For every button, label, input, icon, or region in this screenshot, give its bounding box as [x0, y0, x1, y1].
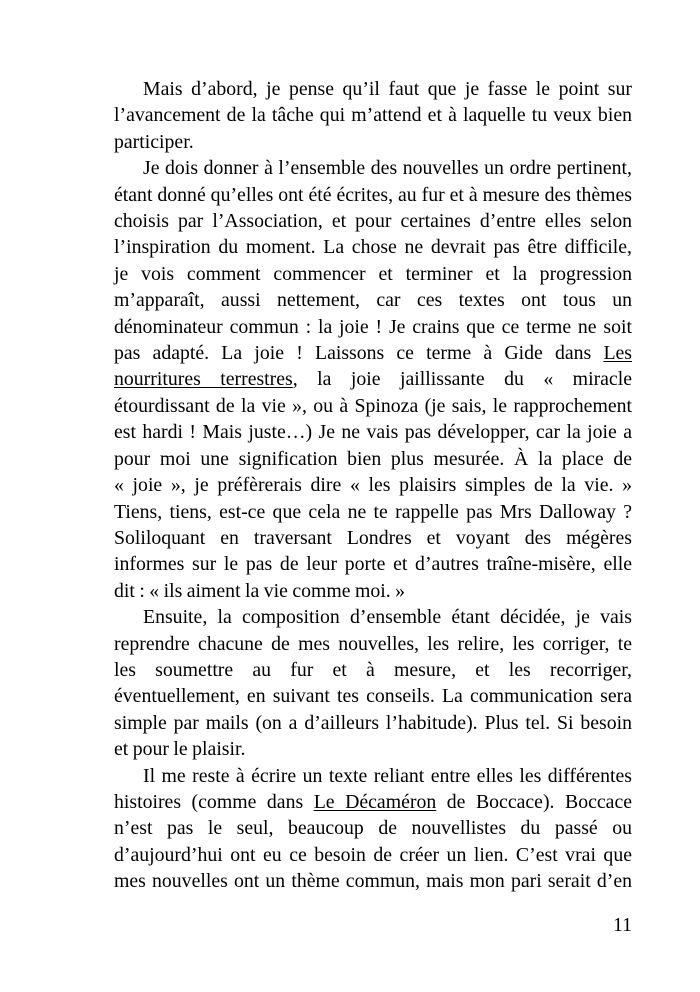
text-line	[114, 472, 632, 498]
text-segment: l’inspiration du moment. La chose ne devrait pas être difficile,	[114, 236, 632, 259]
page-number: 11	[612, 914, 632, 936]
text-line	[114, 604, 632, 630]
text-segment: mes nouvelles ont un thème commun, mais mon pari serait d’en	[114, 870, 632, 893]
text-segment: Je dois donner à l’ensemble des nouvelles un ordre pertinent,	[143, 157, 632, 180]
text-segment: pour moi une signification bien plus mesurée. À la place de	[114, 447, 632, 470]
text-line	[114, 129, 632, 155]
text-segment: l’avancement de la tâche qui m’attend et à laquelle tu veux bien	[114, 104, 632, 127]
underlined-book-title: Le Décaméron	[313, 790, 437, 813]
text-segment: étant donné qu’elles ont été écrites, au fur et à mesure des thèmes	[114, 183, 632, 206]
text-line	[114, 551, 632, 577]
text-line	[114, 155, 632, 181]
text-line	[114, 842, 632, 868]
text-line	[114, 631, 632, 657]
page-text	[114, 76, 632, 895]
paragraph	[114, 604, 632, 762]
text-line	[114, 578, 632, 604]
text-segment: m’apparaît, aussi nettement, car ces textes ont tous un	[114, 289, 632, 312]
text-segment: je vois comment commencer et terminer et la progression	[114, 262, 632, 285]
text-segment: participer.	[114, 130, 194, 153]
text-line	[114, 76, 632, 102]
text-line	[114, 683, 632, 709]
paragraph	[114, 76, 632, 155]
text-line	[114, 182, 632, 208]
text-segment: Mais d’abord, je pense qu’il faut que je fasse le point sur	[143, 78, 632, 100]
text-line	[114, 789, 632, 815]
text-segment: éventuellement, en suivant tes conseils. La communication sera	[114, 685, 632, 708]
text-segment: , la joie jaillissante du « miracle	[292, 368, 632, 391]
text-line	[114, 234, 632, 260]
text-line	[114, 868, 632, 894]
text-segment: « joie », je préfèrerais dire « les plaisirs simples de la vie. »	[114, 474, 632, 497]
text-line	[114, 314, 632, 340]
text-line	[114, 815, 632, 841]
text-segment: choisis par l’Association, et pour certaines d’entre elles selon	[114, 210, 632, 233]
text-segment: dit : « ils aiment la vie comme moi. »	[114, 579, 406, 602]
text-line	[114, 287, 632, 313]
text-segment: et pour le plaisir.	[114, 738, 246, 761]
text-line	[114, 366, 632, 392]
text-line	[114, 736, 632, 762]
text-segment: reprendre chacune de mes nouvelles, les relire, les corriger, te	[114, 632, 632, 655]
text-line	[114, 657, 632, 683]
text-segment: pas adapté. La joie ! Laissons ce terme à Gide dans	[114, 342, 604, 365]
text-segment: d’aujourd’hui ont eu ce besoin de créer un lien. C’est vrai que	[114, 843, 632, 866]
text-segment: Il me reste à écrire un texte reliant entre elles les différentes	[143, 764, 632, 787]
text-line	[114, 102, 632, 128]
text-segment: informes sur le pas de leur porte et d’autres traîne-misère, elle	[114, 553, 632, 576]
underlined-book-title: Les	[603, 342, 632, 365]
text-segment: Tiens, tiens, est-ce que cela ne te rappelle pas Mrs Dalloway ?	[114, 500, 632, 523]
text-line	[114, 763, 632, 789]
underlined-book-title: nourritures terrestres	[114, 368, 293, 391]
text-line	[114, 340, 632, 366]
paragraph	[114, 763, 632, 895]
text-line	[114, 710, 632, 736]
text-line	[114, 393, 632, 419]
text-line	[114, 499, 632, 525]
text-segment: simple par mails (on a d’ailleurs l’habitude). Plus tel. Si besoin	[114, 711, 632, 734]
text-segment: Ensuite, la composition d’ensemble étant décidée, je vais	[143, 606, 632, 629]
text-line	[114, 419, 632, 445]
text-segment: dénominateur commun : la joie ! Je crains que ce terme ne soit	[114, 315, 632, 338]
text-line	[114, 446, 632, 472]
text-line	[114, 525, 632, 551]
text-segment: est hardi ! Mais juste…) Je ne vais pas développer, car la joie a	[114, 421, 632, 444]
text-segment: de Boccace). Boccace	[436, 790, 632, 813]
text-segment: n’est pas le seul, beaucoup de nouvellistes du passé ou	[114, 817, 632, 840]
text-segment: Soliloquant en traversant Londres et voyant des mégères	[114, 526, 632, 549]
text-line	[114, 261, 632, 287]
text-segment: étourdissant de la vie », ou à Spinoza (je sais, le rapprochement	[114, 394, 632, 417]
text-line	[114, 208, 632, 234]
paragraph	[114, 155, 632, 604]
text-segment: les soumettre au fur et à mesure, et les recorriger,	[114, 658, 632, 681]
text-segment: histoires (comme dans	[114, 790, 314, 813]
